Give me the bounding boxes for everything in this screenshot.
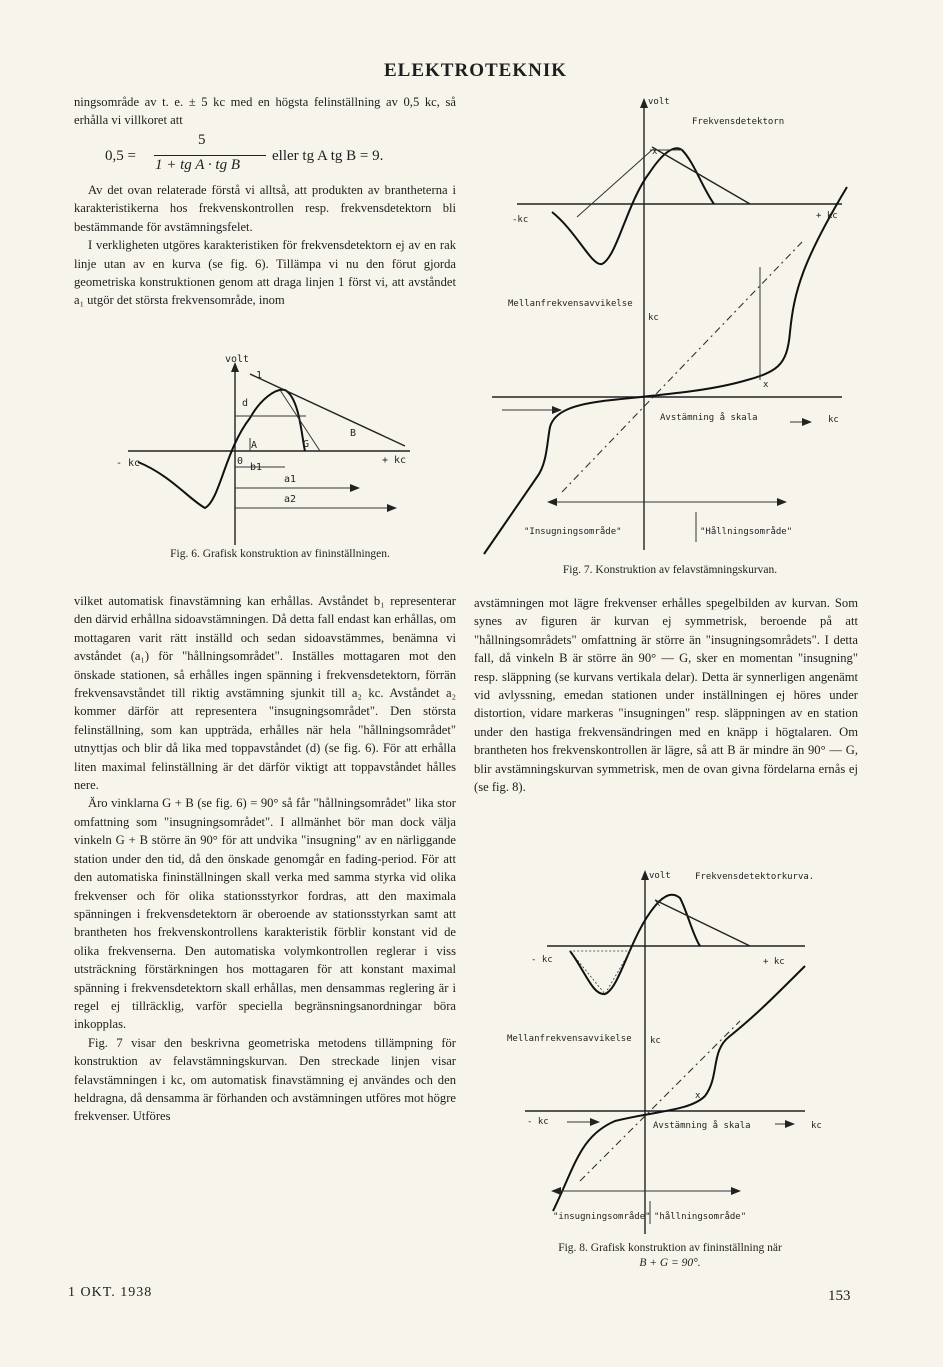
issue-date: 1 OKT. 1938	[68, 1285, 153, 1300]
paragraph: ningsområde av t. e. ± 5 kc med en högsta felinställning av 0,5 kc, så erhålla vi villkoret att	[74, 95, 456, 128]
y-axis-arrow	[640, 98, 648, 108]
label-mean-dev: Mellanfrekvensavvikelse	[507, 1034, 632, 1044]
label-d: d	[242, 398, 249, 409]
label-G: G	[303, 439, 310, 450]
section-title: ELEKTROTEKNIK	[384, 60, 567, 81]
label-kc-right: kc	[811, 1121, 822, 1131]
paragraph: vilket automatisk finavstämning kan erhållas. Avståndet b₁ representerar den därvid erhållna sidoavstämningen. Då detta fall endast kan erhållas, om mottagaren varit rätt inställd och sedan sidoavstämmes, benämna vi avståndet (a₁) för "hållningsområdet". Inställes mottagaren mot den önskade stationen, så erhålles ingen spänning i frekvensdetektorn, förrän frekvensavståndet till riktig avstämning sjunkit till a₂ kc. Avståndet a₂ kommer därför att representera "insugningsområdet". Den största felinställning, som kan uppträda, erhålles när hela "hållningsområdet" utnyttjas och blir då lika med toppavståndet (d) (se fig. 6). För att erhålla liten maximal felinställning är det därför viktigt att toppavståndet hålles nere.	[74, 594, 456, 793]
tuning-curve	[553, 966, 805, 1211]
range-arrow-left	[547, 498, 557, 506]
label-hallning: "Hållningsområde"	[700, 527, 793, 537]
tangent-g	[280, 390, 320, 451]
label-kc: kc	[650, 1036, 661, 1046]
label-a2: a2	[284, 494, 297, 505]
label-minus-kc: -kc	[512, 215, 529, 225]
y-axis-arrow	[641, 870, 649, 880]
range-arrow-left	[551, 1187, 561, 1195]
label-minus-kc: - kc	[116, 458, 141, 469]
label-kc-right: kc	[828, 415, 839, 425]
label-plus-kc: + kc	[763, 957, 785, 967]
left-arrow	[590, 1118, 600, 1126]
detector-curve	[570, 895, 700, 994]
label-1: 1	[256, 370, 263, 381]
label-hallning: "hållningsområde"	[654, 1212, 747, 1222]
label-B: B	[350, 428, 357, 439]
a1-arrow	[350, 484, 360, 492]
left-top-text	[74, 93, 456, 130]
equation-rhs: eller tg A tg B = 9.	[272, 148, 384, 164]
label-kc: kc	[648, 313, 659, 323]
construction-line	[652, 147, 750, 204]
label-minus-kc-2: - kc	[527, 1117, 549, 1127]
label-x-mid: x	[695, 1091, 701, 1101]
label-volt: volt	[649, 871, 671, 881]
label-volt: volt	[648, 97, 670, 107]
figure-6	[110, 350, 430, 550]
label-b1: b1	[250, 462, 263, 473]
paragraph: Fig. 7 visar den beskrivna geometriska metodens tillämpning för konstruktion av felavstämningskurvan. Den streckade linjen visar felavstämningen i kc, om automatisk finavstämning ej användes och den heldragna, då densamma är förhanden och avstämningen utföres mot högre frekvenser. Utföres	[74, 1035, 456, 1124]
detector-curve	[552, 148, 714, 264]
label-A: A	[251, 440, 258, 451]
page-number: 153	[828, 1288, 851, 1304]
detector-curve	[138, 390, 305, 508]
label-volt: volt	[225, 354, 250, 365]
caption-line: Fig. 8. Grafisk konstruktion av fininställning när	[558, 1242, 782, 1254]
equation-lhs: 0,5 =	[105, 148, 136, 164]
figure-8	[505, 866, 855, 1241]
figure-7	[482, 92, 862, 557]
label-insugning: "Insugningsområde"	[524, 527, 622, 537]
label-scale: Avstämning å skala	[653, 1121, 751, 1131]
figure-7-caption: Fig. 7. Konstruktion av felavstämningskurvan.	[562, 564, 778, 576]
right-arrow	[785, 1120, 795, 1128]
right-mid-text	[474, 594, 858, 796]
label-x-mid: x	[763, 380, 769, 390]
label-a1: a1	[284, 474, 297, 485]
fraction-bar	[154, 155, 266, 156]
right-arrow	[802, 418, 812, 426]
paragraph: Äro vinklarna G + B (se fig. 6) = 90° så får "hållningsområdet" lika stor omfattning som "insugningsområdet". I allmänhet bör man dock välja vinkeln G + B större än 90° för att undvika "insugning" av en närliggande station under den tid, då den önskade genomgår en fading-period. För att den automatiska fininställningen skall verka med samma styrka vid olika frekvenser och för olika stationsstyrkor fordras, att den maximala spänningen i frekvensdetektorn är oberoende av stationsstyrkan samt att brantheten hos frekvenskontrollens karakteristik förblir konstant vid de olika frekvenserna. Den automatiska volymkontrollen reglerar i viss utsträckning förstärkningen hos mottagaren för att konstant maximal spänning i frekvensdetektorn skall erhållas, men densammas reglering är i regel ej tillräcklig, varför speciella begränsningsanordningar böra inkopplas.	[74, 796, 456, 1032]
caption-line: B + G = 90°.	[639, 1257, 701, 1269]
paragraph: I verkligheten utgöres karakteristiken för frekvensdetektorn ej av en rak linje utan av en kurva (se fig. 6). Tillämpa vi nu den förut gjorda geometriska konstruktionen genom att draga linjen 1 först vi, att avståndet a₁ utgör det största frekvensområde, inom	[74, 238, 456, 308]
paragraph: Av det ovan relaterade förstå vi alltså, att produkten av brantheterna i karakteristikerna hos frekvenskontrollen resp. frekvensdetektorn bli bestämmande för avstämningsfelet.	[74, 183, 456, 234]
paragraph: avstämningen mot lägre frekvenser erhålles spegelbilden av kurvan. Som synes av figuren är kurvan ej symmetrisk, beroende på att "hållningsområdets" omfattning är större än "insugningsområdets". I detta fall, då vinkeln B är större än 90° — G, sker en momentan "insugning" resp. släppning (se kurvans vertikala delar). Detta är synnerligen angenämt vid avlyssning, emedan stationen under inställningen ej höres under distortion, vidare markeras "insugningen" resp. släppningen av en station under den hastiga frekvensändringen med en knäpp i högtalaren. Om brantheten hos frekvenskontrollen är lägre, så att B är mindre än 90° — G, blir avstämningskurvan symmetrisk, men de ovan givna fördelarna ernås ej (se fig. 8).	[474, 596, 858, 795]
label-scale: Avstämning å skala	[660, 413, 758, 423]
equation-denominator: 1 + tg A · tg B	[155, 157, 240, 173]
construction-line-2	[577, 150, 652, 217]
label-detector: Frekvensdetektorn	[692, 117, 785, 127]
equation-numerator: 5	[198, 132, 206, 148]
label-mean-dev: Mellanfrekvensavvikelse	[508, 299, 633, 309]
label-0: 0	[237, 456, 244, 467]
range-arrow-right	[777, 498, 787, 506]
label-x-top: x	[652, 147, 658, 157]
figure-6-caption: Fig. 6. Grafisk konstruktion av fininställningen.	[170, 548, 390, 560]
label-plus-kc: + kc	[382, 455, 407, 466]
label-detector: Frekvensdetektorkurva.	[695, 872, 815, 882]
figure-8-caption	[500, 1241, 840, 1271]
a2-arrow	[387, 504, 397, 512]
range-arrow-right	[731, 1187, 741, 1195]
label-minus-kc: - kc	[531, 955, 553, 965]
line-1	[250, 374, 405, 446]
left-top-text-2	[74, 181, 456, 310]
label-plus-kc: + kc	[816, 211, 838, 221]
label-x-top: x	[655, 899, 661, 909]
label-insugning: "insugningsområde"	[553, 1212, 651, 1222]
dashed-line	[562, 242, 802, 492]
mistuning-curve	[484, 187, 847, 554]
construction-line	[655, 900, 750, 946]
left-bottom-text	[74, 592, 456, 1126]
